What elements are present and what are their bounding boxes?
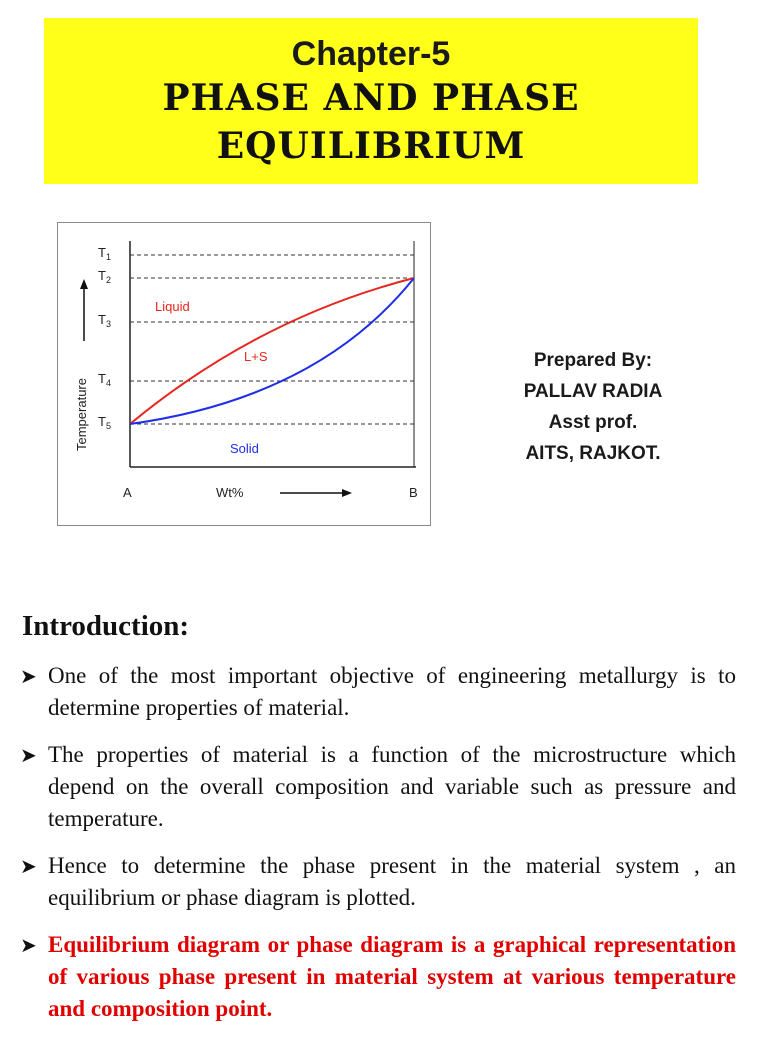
author-title: Asst prof. (548, 412, 638, 433)
author-name: PALLAV RADIA (523, 381, 663, 402)
list-item-text: Hence to determine the phase present in the material system , an equilibrium or phase diagram is plotted. (48, 853, 736, 910)
introduction-list (20, 660, 736, 1040)
chapter-title: Chapter-5 (291, 35, 451, 73)
solid-label: Solid (230, 441, 259, 456)
b-label: B (409, 485, 418, 500)
list-item (20, 850, 736, 914)
list-item-highlight (20, 929, 736, 1025)
t2-label: $T_2$ (98, 268, 111, 285)
prepared-by-label: Prepared By: (533, 350, 653, 371)
title-line-2: EQUILIBRIUM (216, 125, 526, 167)
list-item-text: One of the most important objective of engineering metallurgy is to determine properties of material. (48, 663, 736, 720)
list-item (20, 739, 736, 835)
arrow-bullet-icon: ➤ (20, 664, 37, 688)
list-item (20, 660, 736, 724)
list-item-text: The properties of material is a function of the microstructure which depend on the overall composition and variable such as pressure and temperature. (48, 742, 736, 831)
t4-label: $T_4$ (98, 371, 111, 388)
phase-diagram (57, 222, 431, 526)
author-credits (488, 345, 698, 469)
list-item-text: Equilibrium diagram or phase diagram is a graphical representation of various phase present in material system at various temperature and composition point. (48, 932, 736, 1021)
arrow-bullet-icon: ➤ (20, 743, 37, 767)
liquid-label: Liquid (155, 299, 190, 314)
arrow-bullet-icon: ➤ (20, 854, 37, 878)
t5-label: $T_5$ (98, 414, 111, 431)
introduction-heading: Introduction: (22, 610, 190, 642)
two-phase-label: L+S (244, 349, 268, 364)
y-axis-label: Temperature (74, 378, 89, 451)
x-axis-label: Wt% (216, 485, 244, 500)
title-line-1: PHASE AND PHASE (162, 77, 580, 119)
title-banner (44, 18, 698, 184)
arrow-bullet-icon: ➤ (20, 933, 37, 957)
t1-label: $T_1$ (98, 245, 111, 262)
y-arrow-head (80, 279, 88, 289)
author-institute: AITS, RAJKOT. (525, 443, 661, 464)
x-arrow-head (342, 489, 352, 497)
t3-label: $T_3$ (98, 312, 111, 329)
a-label: A (123, 485, 132, 500)
